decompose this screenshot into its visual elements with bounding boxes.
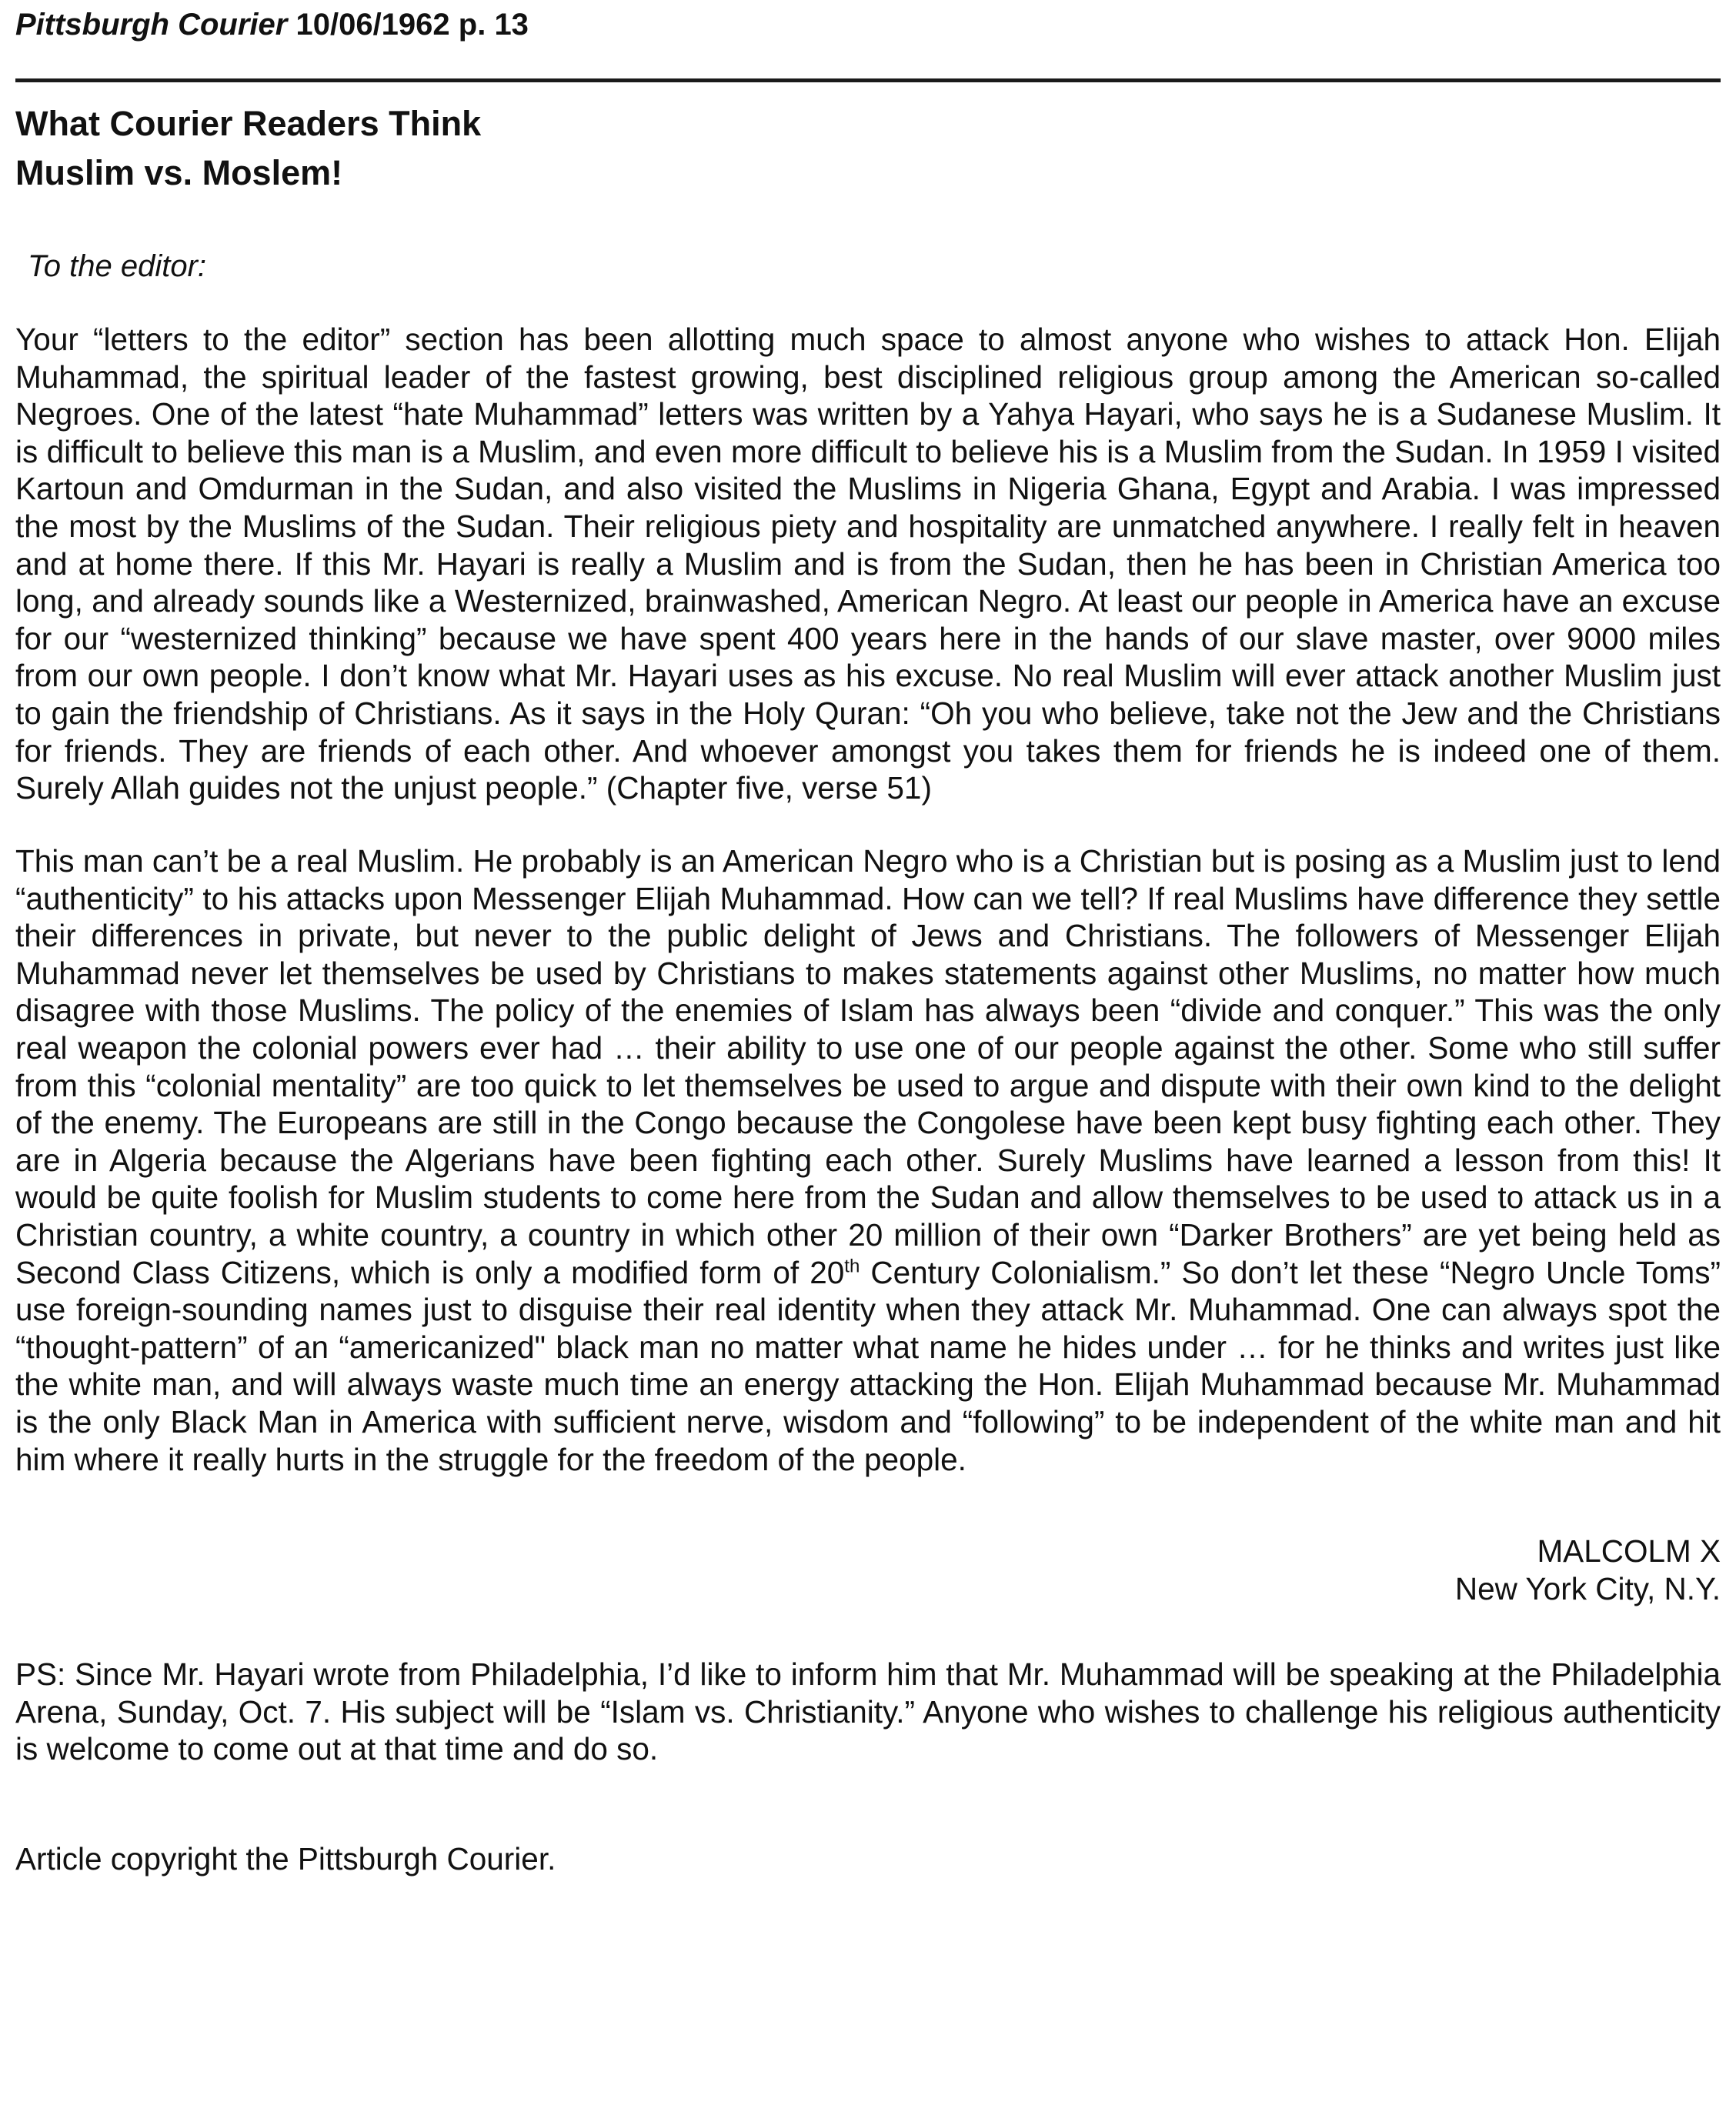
letter-signature	[1455, 1533, 1721, 1607]
signature-place: New York City, N.Y.	[1454, 1570, 1721, 1606]
copyright-notice: Article copyright the Pittsburgh Courier.	[15, 1841, 556, 1876]
ordinal-superscript: th	[844, 1256, 860, 1277]
article-headline: Muslim vs. Moslem!	[15, 153, 343, 192]
publication-name: Pittsburgh Courier	[15, 8, 288, 42]
letter-salutation: To the editor:	[28, 249, 207, 283]
signature-name: MALCOLM X	[1537, 1533, 1721, 1569]
letter-paragraph-1: Your “letters to the editor” section has been allotting much space to almost anyone who wishes to attack Hon. Elijah Muhammad, the spiritual leader of the fastest growing, best disciplined religious group among the American so-called Negroes. One of the latest “hate Muhammad” letters was written by a Yahya Hayari, who says he is a Sudanese Muslim. It is difficult to believe this man is a Muslim, and even more difficult to believe his is a Muslim from the Sudan. In 1959 I visited Kartoun and Omdurman in the Sudan, and also visited the Muslims in Nigeria Ghana, Egypt and Arabia. I was impressed the most by the Muslims of the Sudan. Their religious piety and hospitality are unmatched anywhere. I really felt in heaven and at home there. If this Mr. Hayari is really a Muslim and is from the Sudan, then he has been in Christian America too long, and already sounds like a Westernized, brainwashed, American Negro. At least our people in America have an excuse for our “westernized thinking” because we have spent 400 years here in the hands of our slave master, over 9000 miles from our own people. I don’t know what Mr. Hayari uses as his excuse. No real Muslim will ever attack another Muslim just to gain the friendship of Christians. As it says in the Holy Quran: “Oh you who believe, take not the Jew and the Christians for friends. They are friends of each other. And whoever amongst you takes them for friends he is indeed one of them. Surely Allah guides not the unjust people.” (Chapter five, verse 51)	[15, 322, 1721, 806]
publication-header	[15, 6, 529, 43]
header-divider	[15, 78, 1721, 82]
letter-paragraph-2	[15, 842, 1721, 1478]
publication-date-page: 10/06/1962 p. 13	[295, 8, 529, 42]
letter-paragraph-2-text-b: Century Colonialism.” So don’t let these “Negro Uncle Toms” use foreign-sounding names just to disguise their real identity when they attack Mr. Muhammad. One can always spot the “thought-pattern” of an “americanized" black man no matter what name he hides under … for he thinks and writes just like the white man, and will always waste much time an energy attacking the Hon. Elijah Muhammad because Mr. Muhammad is the only Black Man in America with sufficient nerve, wisdom and “following” to be independent of the white man and hit him where it really hurts in the struggle for the freedom of the people.	[15, 1254, 1721, 1477]
letter-paragraph-2-text-a: This man can’t be a real Muslim. He probably is an American Negro who is a Christian but is posing as a Muslim just to lend “authenticity” to his attacks upon Messenger Elijah Muhammad. How can we tell? If real Muslims have difference they settle their differences in private, but never to the public delight of Jews and Christians. The followers of Messenger Elijah Muhammad never let themselves be used by Christians to makes statements against other Muslims, no matter how much disagree with those Muslims. The policy of the enemies of Islam has always been “divide and conquer.” This was the only real weapon the colonial powers ever had … their ability to use one of our people against the other. Some who still suffer from this “colonial mentality” are too quick to let themselves be used to argue and dispute with their own kind to the delight of the enemy. The Europeans are still in the Congo because the Congolese have been kept busy fighting each other. They are in Algeria because the Algerians have been fighting each other. Surely Muslims have learned a lesson from this! It would be quite foolish for Muslim students to come here from the Sudan and allow themselves to be used to attack us in a Christian country, a white country, a country in which other 20 million of their own “Darker Brothers” are yet being held as Second Class Citizens, which is only a modified form of 20	[15, 843, 1721, 1290]
section-title: What Courier Readers Think	[15, 104, 482, 143]
letter-postscript: PS: Since Mr. Hayari wrote from Philadelphia, I’d like to inform him that Mr. Muhammad will be speaking at the Philadelphia Arena, Sunday, Oct. 7. His subject will be “Islam vs. Christianity.” Anyone who wishes to challenge his religious authenticity is welcome to come out at that time and do so.	[15, 1656, 1721, 1767]
